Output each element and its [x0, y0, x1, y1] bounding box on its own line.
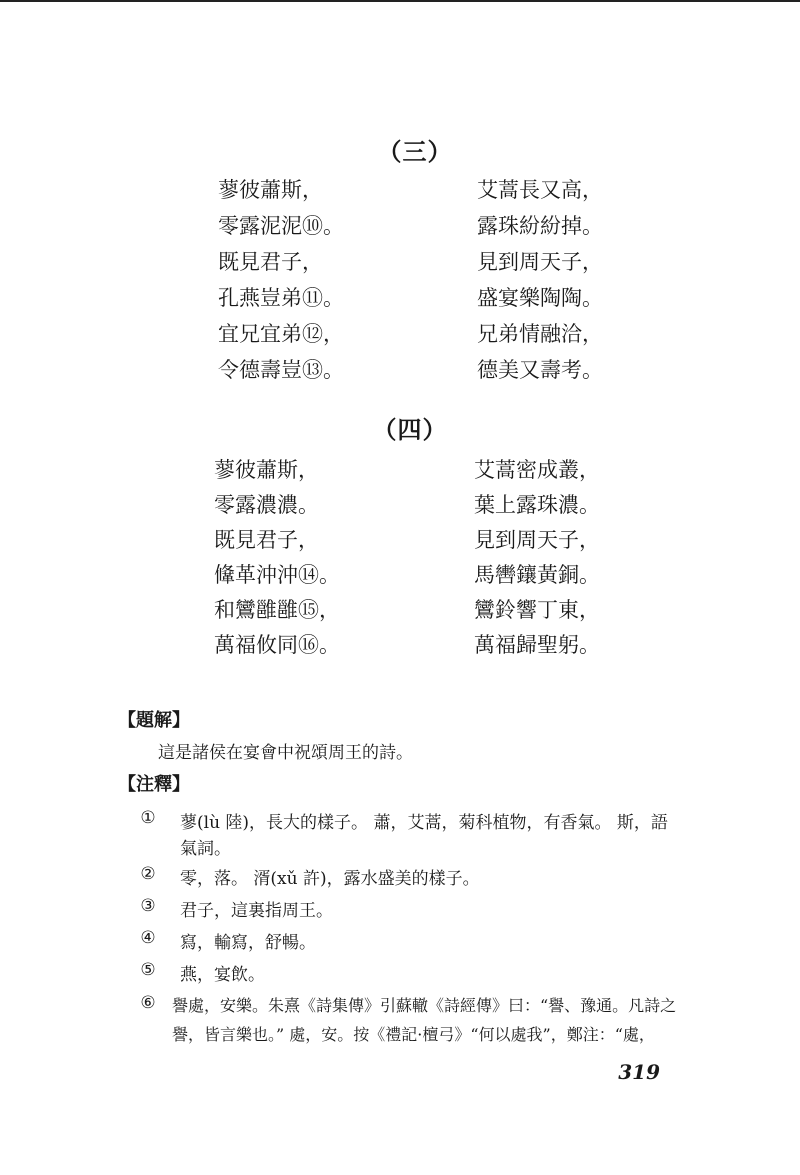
poem-line: 盛宴樂陶陶。 [477, 286, 603, 310]
poem-line: 艾蒿長又高， [477, 178, 603, 202]
poem-line: 和鸞雝雝⑮， [214, 598, 340, 622]
poem-line: 鞗革沖沖⑭。 [214, 563, 340, 587]
section-3-title: （三） [377, 137, 453, 166]
poem-line: 見到周天子， [474, 528, 600, 552]
note-number: ③ [140, 896, 156, 916]
poem-line: 見到周天子， [477, 250, 603, 274]
note-number: ⑥ [140, 993, 156, 1013]
note-text: 蓼(lù 陸)，長大的樣子。 蕭，艾蒿，菊科植物，有香氣。 斯，語 [180, 813, 668, 833]
notes-heading: 【注釋】 [118, 774, 190, 795]
explanation-heading: 【題解】 [118, 710, 190, 731]
poem-line: 零露濃濃。 [214, 493, 319, 517]
poem-line: 既見君子， [218, 250, 323, 274]
poem-line: 零露泥泥⑩。 [218, 214, 344, 238]
poem-line: 既見君子， [214, 528, 319, 552]
note-number: ④ [140, 928, 156, 948]
poem-line: 萬福歸聖躬。 [474, 633, 600, 657]
note-text: 譽，皆言樂也。” 處，安。按《禮記·檀弓》“何以處我”，鄭注：“處， [172, 1025, 655, 1044]
note-text: 寫，輸寫，舒暢。 [180, 933, 316, 953]
poem-line: 葉上露珠濃。 [474, 493, 600, 517]
poem-line: 鸞鈴響丁東， [474, 598, 600, 622]
poem-line: 露珠紛紛掉。 [477, 214, 603, 238]
note-number: ① [140, 808, 156, 828]
note-text: 燕，宴飲。 [180, 965, 265, 985]
poem-line: 蓼彼蕭斯， [214, 458, 319, 482]
poem-line: 令德壽豈⑬。 [218, 358, 344, 382]
poem-line: 孔燕豈弟⑪。 [218, 286, 344, 310]
note-text: 君子，這裏指周王。 [180, 901, 333, 921]
poem-line: 宜兄宜弟⑫， [218, 322, 344, 346]
note-text: 零，落。 湑(xǔ 許)，露水盛美的樣子。 [180, 869, 480, 889]
poem-line: 艾蒿密成叢， [474, 458, 600, 482]
note-text: 氣詞。 [180, 839, 231, 859]
explanation-text: 這是諸侯在宴會中祝頌周王的詩。 [158, 743, 413, 763]
note-number: ② [140, 864, 156, 884]
note-number: ⑤ [140, 960, 156, 980]
section-4-title: （四） [372, 415, 448, 444]
poem-line: 馬轡鑲黃銅。 [474, 563, 600, 587]
poem-line: 蓼彼蕭斯， [218, 178, 323, 202]
poem-line: 萬福攸同⑯。 [214, 633, 340, 657]
page-number: 319 [618, 1060, 660, 1084]
poem-line: 德美又壽考。 [477, 358, 603, 382]
poem-line: 兄弟情融洽， [477, 322, 603, 346]
note-text: 譽處，安樂。朱熹《詩集傳》引蘇轍《詩經傳》曰：“譽、豫通。凡詩之 [172, 996, 677, 1015]
